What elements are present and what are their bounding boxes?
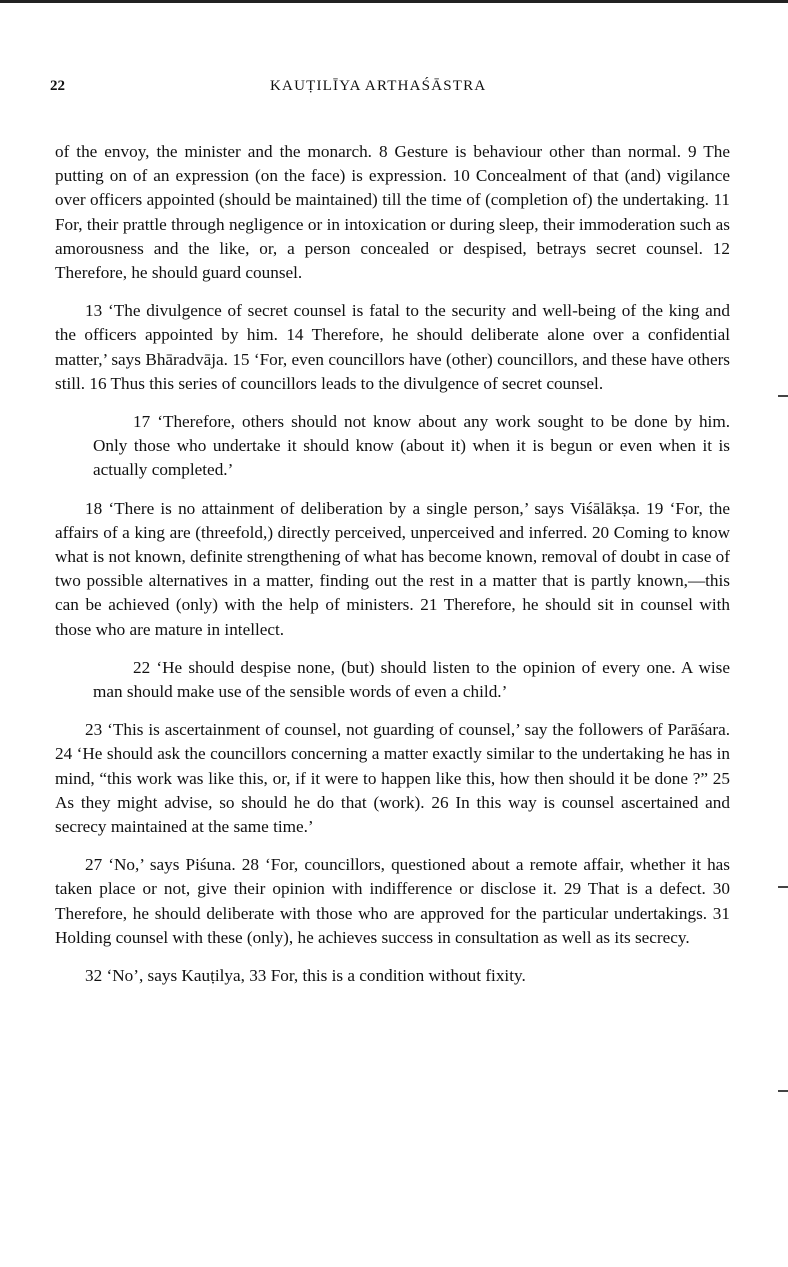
- verse-quote-1: 17 ‘Therefore, others should not know about any work sought to be done by him. Only those who undertake it should know (about it) when it is begun or even when it is actually completed.’: [93, 412, 730, 480]
- paragraph-1: of the envoy, the minister and the monarch. 8 Gesture is behaviour other than normal. 9 The putting on of an expression (on the face) is expression. 10 Concealment of that (and) vigilance over officers appointed (should be maintained) till the time of (completion of) the undertaking. 11 For, their prattle through negligence or in intoxication or during sleep, their immoderation such as amorousness and the like, or, a person concealed or despised, betrays secret counsel. 12 Therefore, he should guard counsel.: [55, 142, 730, 283]
- verse-quote-2: 22 ‘He should despise none, (but) should listen to the opinion of every one. A wise man should make use of the sensible words of even a child.’: [93, 657, 730, 702]
- page-body: [55, 140, 730, 1002]
- margin-mark: [778, 395, 788, 397]
- page-number: 22: [50, 78, 65, 94]
- paragraph-2: 13 ‘The divulgence of secret counsel is fatal to the security and well-being of the king and the officers appointed by him. 14 Therefore, he should deliberate alone over a confidential matter,’ says Bhāradvāja. 15 ‘For, even councillors have (other) councillors, and these have others still. 16 Thus this series of councillors leads to the divulgence of secret counsel.: [55, 301, 730, 393]
- margin-mark: [778, 1090, 788, 1092]
- running-title: KAUṬILĪYA ARTHAŚĀSTRA: [270, 78, 487, 94]
- paragraph-3: 18 ‘There is no attainment of deliberation by a single person,’ says Viśālākṣa. 19 ‘For, the affairs of a king are (threefold,) directly perceived, unperceived and inferred. 20 Coming to know what is not known, definite strengthening of what has become known, removal of doubt in case of two possible alternatives in a matter, finding out the rest in a matter that is partly known,—this can be achieved (only) with the help of ministers. 21 Therefore, he should sit in counsel with those who are mature in intellect.: [55, 498, 730, 639]
- margin-mark: [778, 886, 788, 888]
- page-header: [50, 78, 750, 98]
- top-border: [0, 0, 788, 3]
- paragraph-6: 32 ‘No’, says Kauṭilya, 33 For, this is a condition without fixity.: [85, 966, 526, 986]
- paragraph-4: 23 ‘This is ascertainment of counsel, not guarding of counsel,’ say the followers of Parāśara. 24 ‘He should ask the councillors concerning a matter exactly similar to the undertaking he has in mind, “this work was like this, or, if it were to happen like this, how then should it be done ?” 25 As they might advise, so should he do that (work). 26 In this way is counsel ascertained and secrecy maintained at the same time.’: [55, 720, 730, 837]
- paragraph-5: 27 ‘No,’ says Piśuna. 28 ‘For, councillors, questioned about a remote affair, whether it has taken place or not, give their opinion with indifference or disclose it. 29 That is a defect. 30 Therefore, he should deliberate with those who are approved for the particular undertakings. 31 Holding counsel with these (only), he achieves success in consultation as well as its secrecy.: [55, 855, 730, 947]
